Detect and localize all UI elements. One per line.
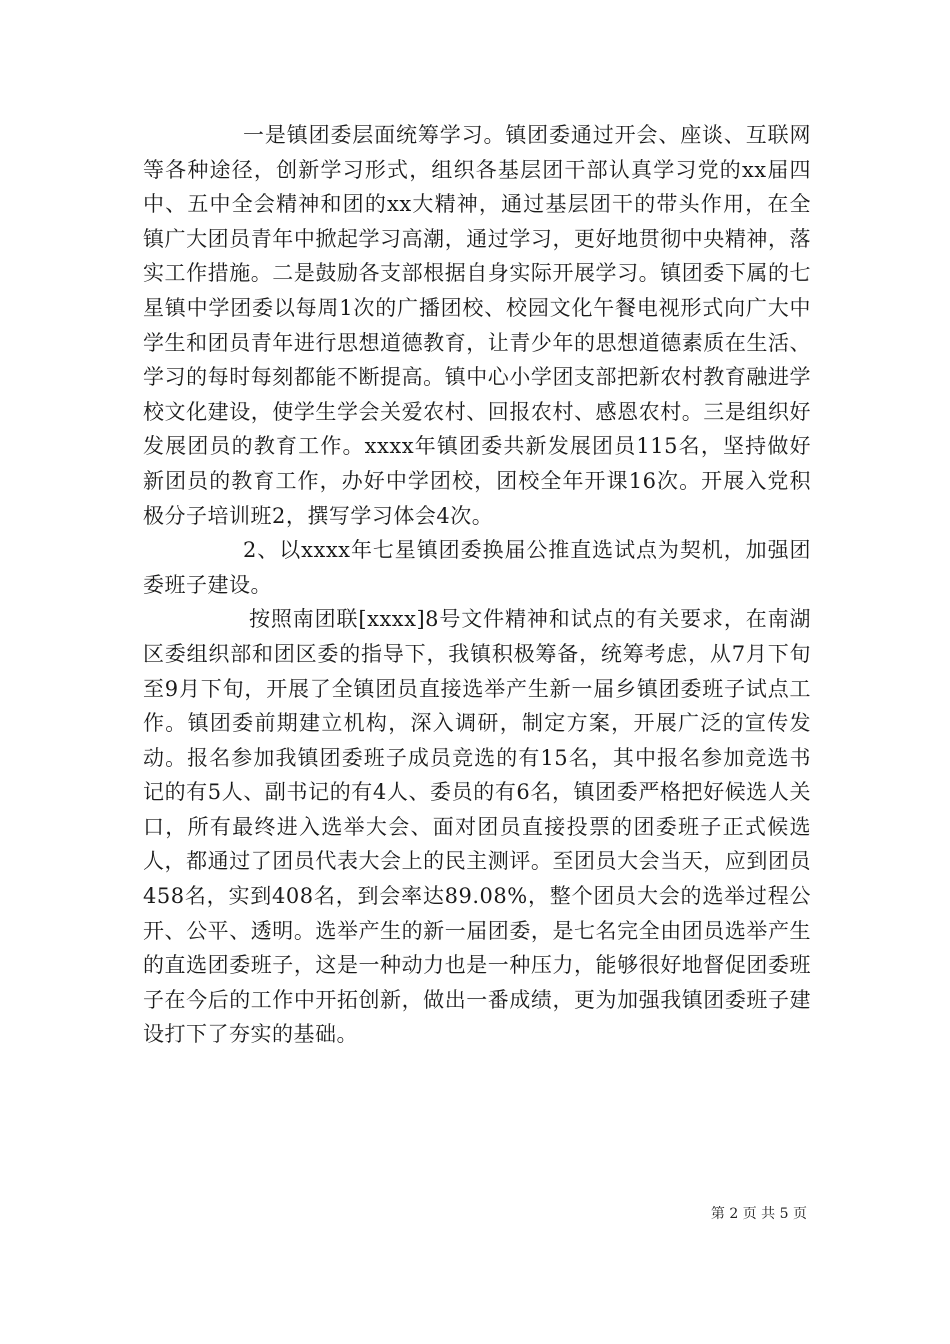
paragraph-study-work: 一是镇团委层面统筹学习。镇团委通过开会、座谈、互联网等各种途径，创新学习形式，组织各基层团干部认真学习党的xx届四中、五中全会精神和团的xx大精神，通过基层团干的带头作用，在全镇广大团员青年中掀起学习高潮，通过学习，更好地贯彻中央精神，落实工作措施。二是鼓励各支部根据自身实际开展学习。镇团委下属的七星镇中学团委以每周1次的广播团校、校园文化午餐电视形式向广大中学生和团员青年进行思想道德教育，让青少年的思想道德素质在生活、学习的每时每刻都能不断提高。镇中心小学团支部把新农村教育融进学校文化建设，使学生学会关爱农村、回报农村、感恩农村。三是组织好发展团员的教育工作。xxxx年镇团委共新发展团员115名，坚持做好新团员的教育工作，办好中学团校，团校全年开课16次。开展入党积极分子培训班2，撰写学习体会4次。 — [143, 123, 811, 528]
document-body — [143, 118, 811, 1052]
page-number: 第 2 页 共 5 页 — [710, 1206, 807, 1222]
paragraph-election-work: 按照南团联[xxxx]8号文件精神和试点的有关要求，在南湖区委组织部和团区委的指导下，我镇积极筹备，统筹考虑，从7月下旬至9月下旬，开展了全镇团员直接选举产生新一届乡镇团委班子试点工作。镇团委前期建立机构，深入调研，制定方案，开展广泛的宣传发动。报名参加我镇团委班子成员竞选的有15名，其中报名参加竞选书记的有5人、副书记的有4人、委员的有6名，镇团委严格把好候选人关口，所有最终进入选举大会、面对团员直接投票的团委班子正式候选人，都通过了团员代表大会上的民主测评。至团员大会当天，应到团员458名，实到408名，到会率达89.08%，整个团员大会的选举过程公开、公平、透明。选举产生的新一届团委，是七名完全由团员选举产生的直选团委班子，这是一种动力也是一种压力，能够很好地督促团委班子在今后的工作中开拓创新，做出一番成绩，更为加强我镇团委班子建设打下了夯实的基础。 — [143, 607, 811, 1047]
paragraph-section-heading: 2、以xxxx年七星镇团委换届公推直选试点为契机，加强团委班子建设。 — [143, 538, 811, 597]
